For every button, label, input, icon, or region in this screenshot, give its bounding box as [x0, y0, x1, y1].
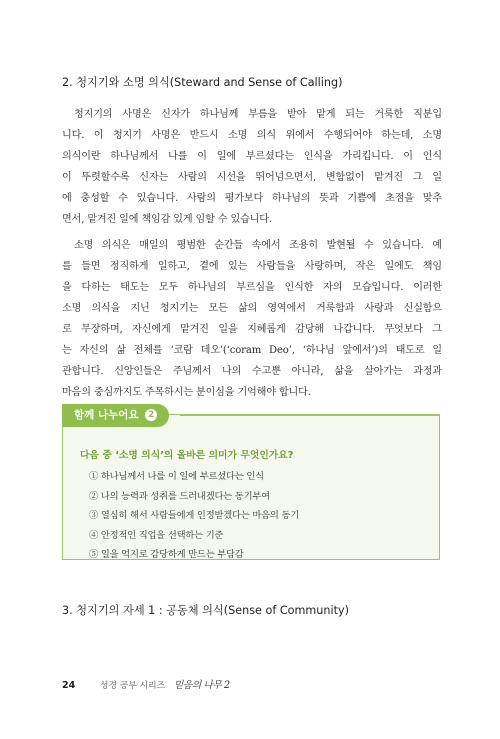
body-paragraph [62, 104, 442, 230]
paragraph-line: 관합니다. 신앙인들은 주님께서 나의 수고뿐 아니라, 삶을 살아가는 과정과 [62, 366, 442, 377]
discussion-question: 다음 중 ‘소명 의식’의 올바른 의미가 무엇인가요? [80, 450, 294, 461]
paragraph-line: 는 자신의 삶 전체를 ‘코람 데오’(‘coram Deo’, ‘하나님 앞에서’)의 태도로 일 [62, 345, 442, 356]
paragraph-line: 로 무장하며, 자신에게 맡겨진 일을 지혜롭게 감당해 나갑니다. 무엇보다 그 [62, 324, 442, 335]
paragraph-line: 를 들면 정직하게 일하고, 곁에 있는 사람들을 사랑하며, 작은 일에도 책임 [62, 261, 442, 272]
paragraph-line: 마음의 중심까지도 주목하시는 분이심을 기억해야 합니다. [62, 387, 311, 398]
answer-option: ⑤ 일을 억지로 감당하게 만드는 부담감 [89, 549, 244, 560]
paragraph-line: 이 뚜렷할수록 신자는 사람의 시선을 뛰어넘으면서, 변함없이 맡겨진 그 일 [62, 172, 442, 183]
answer-option: ① 하나님께서 나를 이 일에 부르셨다는 인식 [89, 471, 264, 482]
answer-option: ③ 열심히 해서 사람들에게 인정받겠다는 마음의 동기 [89, 510, 300, 521]
series-label: 성경 공부 시리즈 [100, 681, 166, 691]
paragraph-line: 소명 의식을 지닌 청지기는 모든 삶의 영역에서 거룩함과 사랑과 신실함으 [62, 303, 442, 314]
page-number: 24 [62, 680, 76, 691]
discussion-box-rule [180, 414, 440, 416]
section-heading: 2. 청지기와 소명 의식(Steward and Sense of Calling) [62, 76, 343, 89]
body-paragraph [62, 235, 442, 403]
paragraph-line: 을 다하는 태도는 모두 하나님의 부르심을 인식한 자의 모습입니다. 이러한 [62, 282, 442, 293]
paragraph-line: 니다. 이 청지기 사명은 반드시 소명 의식 위에서 수행되어야 하는데, 소명 [62, 130, 442, 141]
paragraph-line: 소명 의식은 매일의 평범한 순간들 속에서 조용히 발현될 수 있습니다. 예 [74, 240, 442, 251]
paragraph-line: 청지기의 사명은 신자가 하나님께 부름을 받아 맡게 되는 거룩한 직분입 [74, 109, 442, 120]
answer-options [89, 467, 299, 565]
series-logo: 믿음의 나무 2 [173, 680, 230, 691]
section-heading: 3. 청지기의 자세 1 : 공동체 의식(Sense of Community) [62, 604, 349, 617]
paragraph-line: 의식이란 하나님께서 나를 이 일에 부르셨다는 인식을 가리킵니다. 이 인식 [62, 151, 442, 162]
discussion-tab [62, 404, 169, 427]
discussion-number-badge: 2 [145, 409, 157, 421]
answer-option: ② 나의 능력과 성취를 드러내겠다는 동기부여 [89, 490, 270, 502]
paragraph-line: 면서, 맡겨진 일에 책임감 있게 임할 수 있습니다. [62, 214, 272, 225]
paragraph-line: 에 충성할 수 있습니다. 사람의 평가보다 하나님의 뜻과 기쁨에 초점을 맞추 [62, 193, 442, 204]
discussion-tab-label: 함께 나누어요 [74, 409, 139, 421]
answer-option: ④ 안정적인 직업을 선택하는 기준 [89, 529, 224, 541]
page-footer [62, 677, 230, 691]
